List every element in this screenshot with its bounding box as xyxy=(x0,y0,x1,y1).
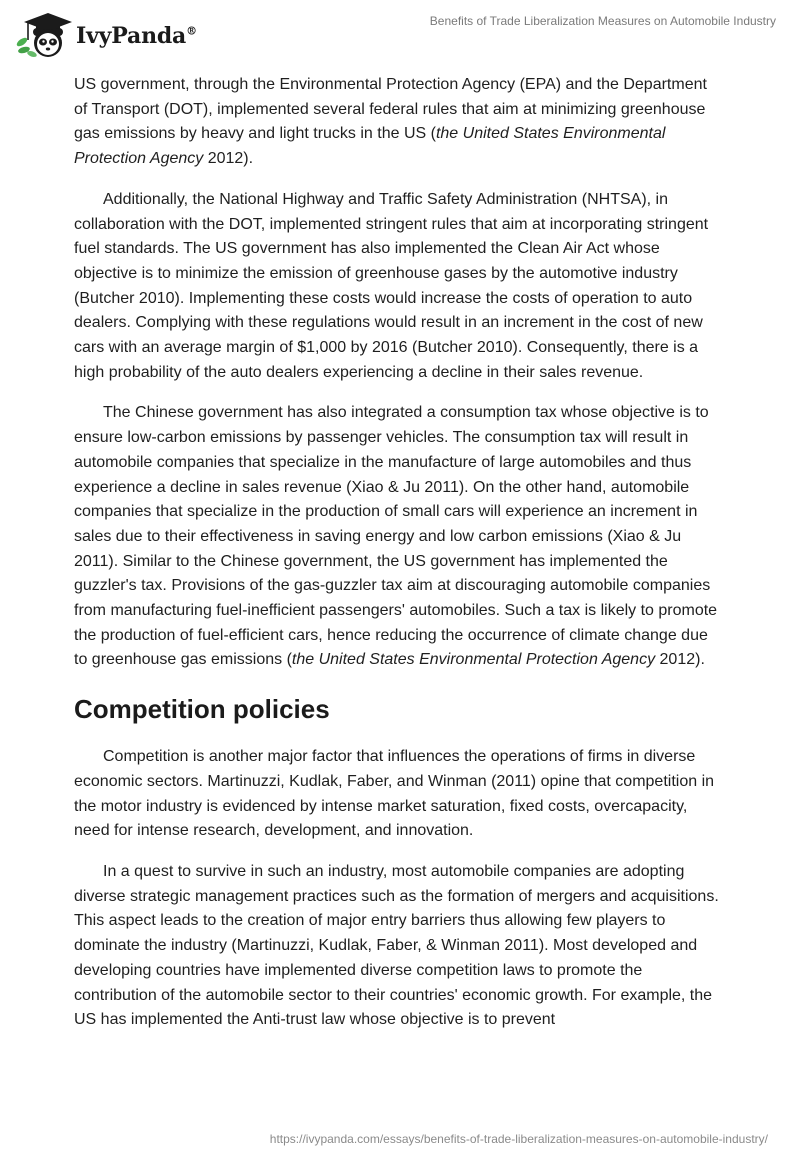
citation-italic: the United States Environmental Protection Agency xyxy=(291,651,656,669)
essay-content xyxy=(74,73,724,1049)
document-title: Benefits of Trade Liberalization Measures on Automobile Industry xyxy=(429,14,776,28)
paragraph-3: The Chinese government has also integrated a consumption tax whose objective is to ensure low-carbon emissions by passenger vehicles. The consumption tax will result in automobile companies that specialize in the manufacture of large automobiles and thus experience a decline in sales revenue (Xiao & Ju 2011). On the other hand, automobile companies that specialize in the production of small cars will experience an increment in sales due to their effectiveness in saving energy and low carbon emissions (Xiao & Ju 2011). Similar to the Chinese government, the US government has implemented the guzzler's tax. Provisions of the gas-guzzler tax aim at discouraging automobile companies from manufacturing fuel-inefficient passengers' automobiles. Such a tax is likely to promote the production of fuel-efficient cars, hence reducing the occurrence of climate change due to greenhouse gas emissions (the United States Environmental Protection Agency 2012). xyxy=(74,404,718,669)
section-heading: Competition policies xyxy=(74,694,330,725)
source-url[interactable]: https://ivypanda.com/essays/benefits-of-trade-liberalization-measures-on-automobile-industry/ xyxy=(269,1132,768,1146)
paragraph-1: US government, through the Environmental Protection Agency (EPA) and the Department of Transport (DOT), implemented several federal rules that aim at minimizing greenhouse gas emissions by heavy and light trucks in the US (the United States Environmental Protection Agency 2012). xyxy=(74,76,707,168)
paragraph-2: Additionally, the National Highway and Traffic Safety Administration (NHTSA), in collaboration with the DOT, implemented stringent rules that aim at incorporating stringent fuel standards. The US government has also implemented the Clean Air Act whose objective is to minimize the emission of greenhouse gases by the automotive industry (Butcher 2010). Implementing these costs would increase the costs of operation to auto dealers. Complying with these regulations would result in an increment in the cost of new cars with an average margin of $1,000 by 2016 (Butcher 2010). Consequently, there is a high probability of the auto dealers experiencing a decline in their sales revenue. xyxy=(74,190,709,381)
ivypanda-logo[interactable] xyxy=(14,10,197,60)
brand-name: IvyPanda® xyxy=(76,23,197,49)
page-header xyxy=(14,8,776,64)
paragraph-4: Competition is another major factor that influences the operations of firms in diverse economic sectors. Martinuzzi, Kudlak, Faber, and Winman (2011) opine that competition in the motor industry is evidenced by intense market saturation, fixed costs, overcapacity, need for intense research, development, and innovation. xyxy=(74,748,715,840)
citation-italic: the United States Environmental Protection Agency xyxy=(74,125,666,168)
paragraph-5: In a quest to survive in such an industry, most automobile companies are adopting diverse strategic management practices such as the formation of mergers and acquisitions. This aspect leads to the creation of major entry barriers thus allowing few players to dominate the industry (Martinuzzi, Kudlak, Faber, & Winman 2011). Most developed and developing countries have implemented diverse competition laws to promote the contribution of the automobile sector to their countries' economic growth. For example, the US has implemented the Anti-trust law whose objective is to prevent xyxy=(74,862,719,1029)
panda-graduate-icon xyxy=(14,10,72,60)
